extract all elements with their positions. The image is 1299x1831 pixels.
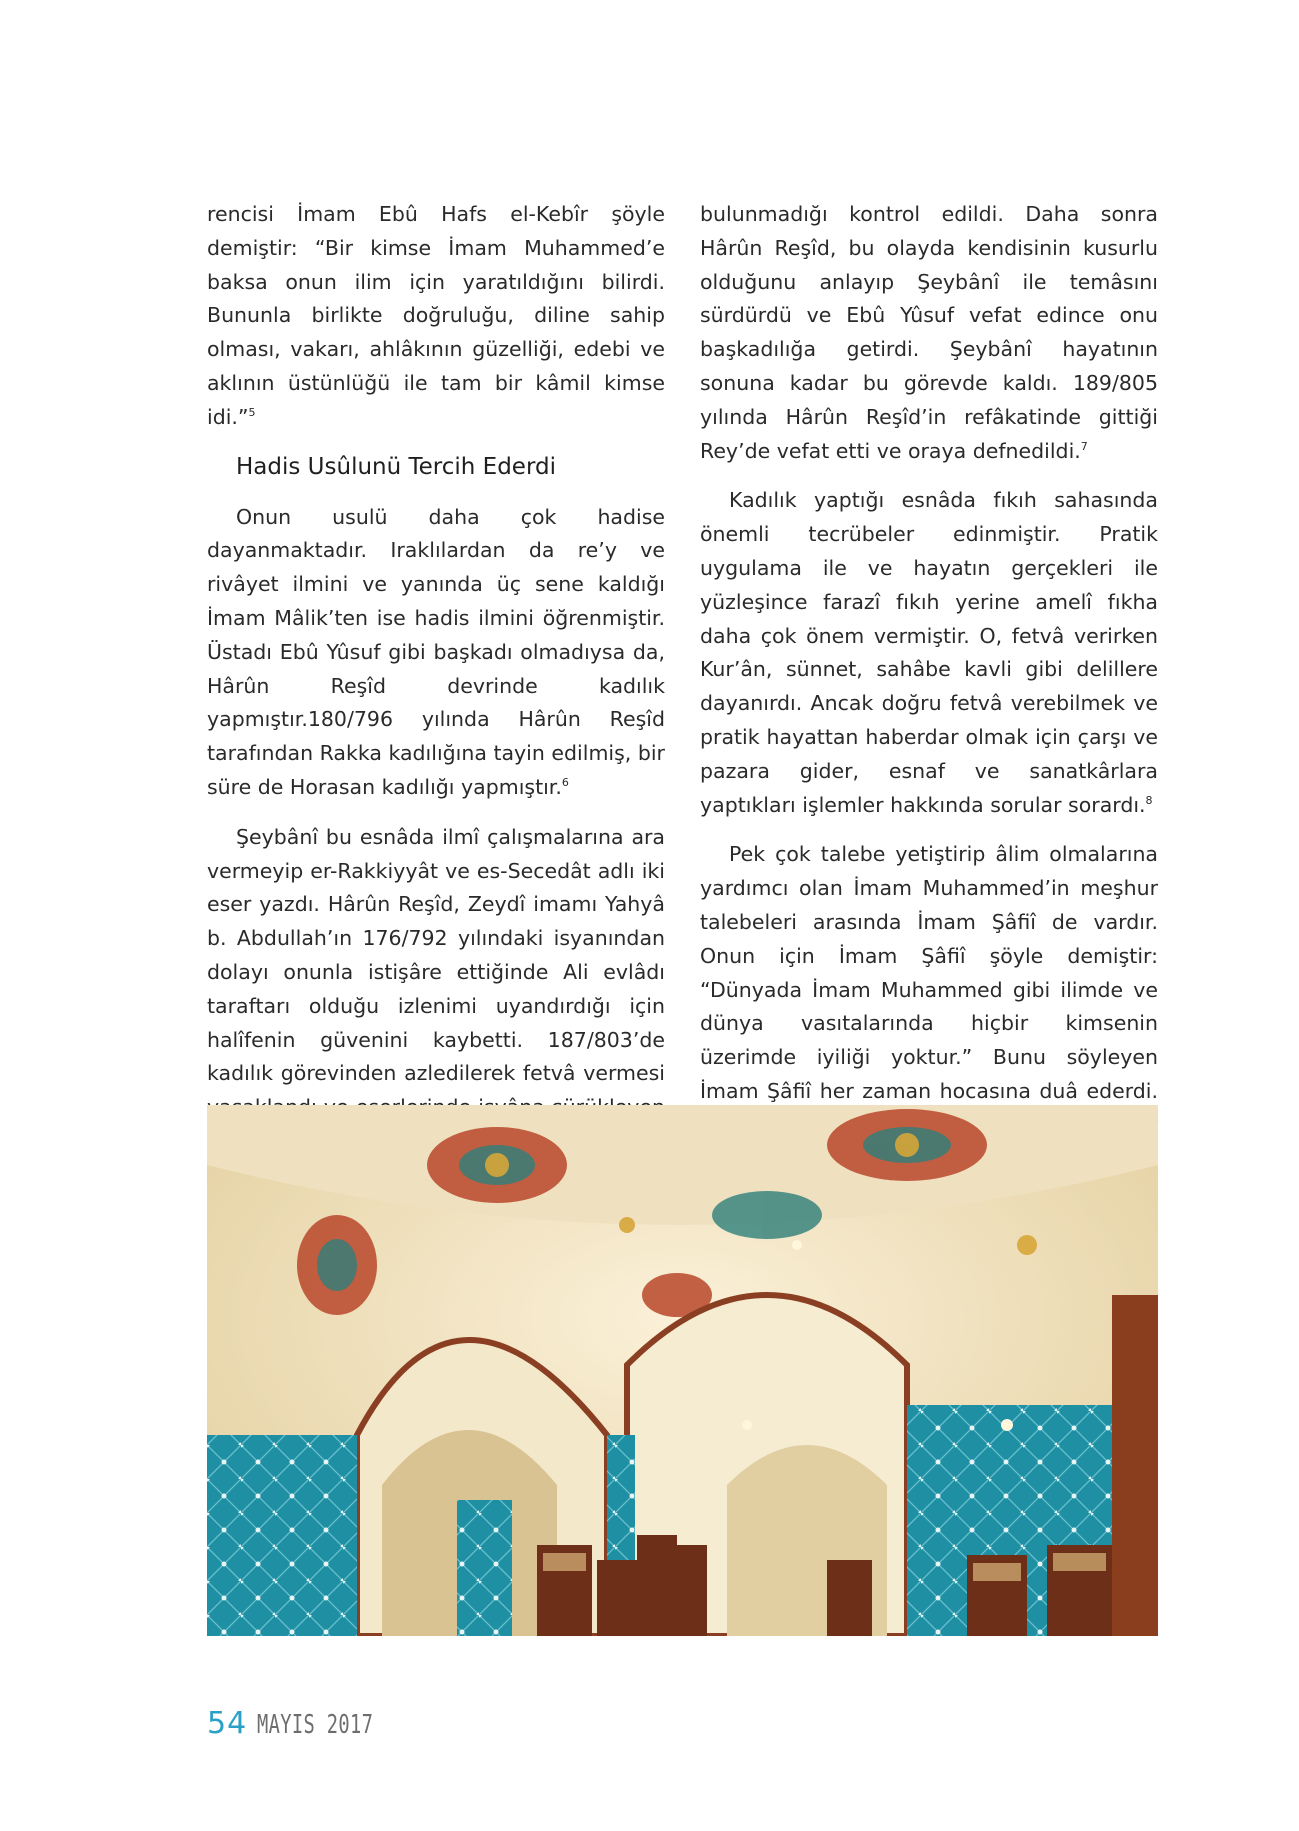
left-paragraph-2 bbox=[207, 501, 665, 805]
footnote-ref-8[interactable]: 8 bbox=[1145, 793, 1153, 807]
left-paragraph-2-text: Onun usulü daha çok hadise dayanmaktadır. Iraklılardan da re’y ve rivâyet ilmini ve yanında üç sene kaldığı İmam Mâlik’ten ise hadis ilmini öğrenmiştir. Üstadı Ebû Yûsuf gibi başkadı olmadıysa da, Hârûn Reşîd devrinde kadılık yapmıştır.180/796 yılında Hârûn Reşîd tarafından Rakka kadılığına tayin edilmiş, bir süre de Horasan kadılığı yapmıştır. bbox=[207, 504, 665, 799]
issue-date: MAYIS 2017 bbox=[257, 1710, 374, 1740]
right-paragraph-2 bbox=[700, 484, 1158, 822]
footnote-ref-7[interactable]: 7 bbox=[1080, 439, 1088, 453]
ornate-interior-photo bbox=[207, 1105, 1158, 1636]
left-column bbox=[207, 198, 665, 1175]
right-paragraph-1 bbox=[700, 198, 1158, 468]
footnote-ref-6[interactable]: 6 bbox=[561, 776, 569, 790]
left-paragraph-3-text: Şeybânî bu esnâda ilmî çalışmalarına ara vermeyip er-Rakkiyyât ve es-Secedât adlı iki eser yazdı. Hârûn Reşîd, Zeydî imamı Yahyâ b. Abdullah’ın 176/792 yılındaki isyanından dolayı onunla istişâre ettiğinde Ali evlâdı taraftarı olduğu izlenimi uyandırdığı için halîfenin güvenini kaybetti. 187/803’de kadılık görevinden azledilerek fetvâ vermesi bbox=[207, 824, 665, 1086]
right-column bbox=[700, 198, 1158, 1192]
right-paragraph-1-text: bulunmadığı kontrol edildi. Daha sonra Hârûn Reşîd, bu olayda kendisinin kusurlu olduğunu anlayıp Şeybânî ile temâsını sürdürdü ve Ebû Yûsuf vefat edince onu başkadılığa getirdi. Şeybânî hayatının sonuna kadar bu görevde kaldı. 189/805 yılında Hârûn Reşîd’in refâkatinde gittiği Rey’de vefat etti ve oraya defnedildi. bbox=[700, 202, 1158, 463]
left-paragraph-1-text: rencisi İmam Ebû Hafs el-Kebîr şöyle demiştir: “Bir kimse İmam Muhammed’e baksa onun ilim için yaratıldığını bilirdi. Bununla birlikte doğruluğu, diline sahip olması, vakarı, ahlâkının güzelliği, edebi ve aklının üstünlüğü ile tam bir kâmil kimse idi.” bbox=[207, 202, 665, 429]
page-number: 54 bbox=[207, 1706, 248, 1741]
right-paragraph-3-text: Pek çok talebe yetiştirip âlim olmalarına yardımcı olan İmam Muhammed’in meşhur talebeleri arasında İmam Şâfiî de vardır. Onun için İmam Şâfiî şöyle demiştir: “Dünyada İmam Muhammed gibi ilimde ve dünya vasıtalarında hiçbir kimsenin üzerimde iyiliği yoktur.” Bunu söyleyen İmam Şâfiî her zaman hocasına duâ ederdi. bbox=[700, 842, 1158, 1103]
left-paragraph-1 bbox=[207, 198, 665, 435]
page-footer bbox=[207, 1706, 419, 1741]
footnote-ref-5[interactable]: 5 bbox=[248, 405, 256, 419]
section-heading: Hadis Usûlunü Tercih Ederdi bbox=[236, 453, 556, 480]
ornate-interior-illustration bbox=[207, 1105, 1158, 1636]
right-paragraph-2-text: Kadılık yaptığı esnâda fıkıh sahasında önemli tecrübeler edinmiştir. Pratik uygulama ile ve hayatın gerçekleri ile yüzleşince farazî fıkıh yerine amelî fıkha daha çok önem vermiştir. O, fetvâ verirken Kur’ân, sünnet, sahâbe kavli gibi delillere dayanırdı. Ancak doğru fetvâ verebilmek ve pratik hayattan haberdar olmak için çarşı ve pazara gider, esnaf ve sanatkârlara yaptıkları işlemler hakkında sorular sorardı. bbox=[700, 488, 1158, 817]
